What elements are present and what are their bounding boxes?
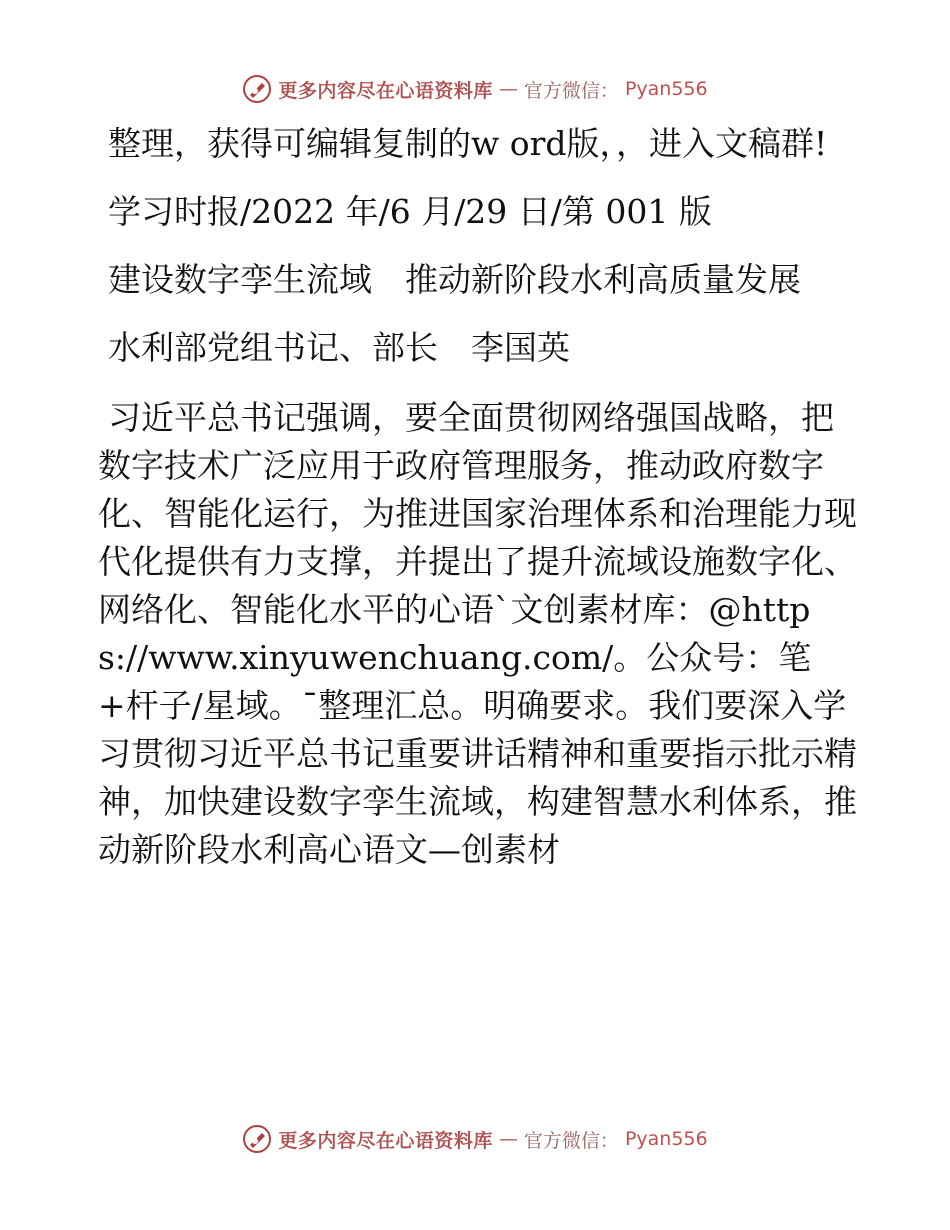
watermark-wechat-label: 官方微信： (523, 79, 619, 102)
intro-line: 整理，获得可编辑复制的w ord版，，进入文稿群! (108, 124, 828, 163)
source-line: 学习时报/2022 年/6 月/29 日/第 001 版 (108, 192, 712, 231)
header-watermark (0, 74, 950, 104)
brush-logo-icon (242, 1124, 272, 1154)
watermark-separator: — (498, 78, 518, 100)
watermark-wechat-id: Pyan556 (624, 78, 708, 100)
watermark-wechat-label: 官方微信： (523, 1129, 619, 1152)
article-title: 建设数字孪生流域 推动新阶段水利高质量发展 (108, 260, 801, 299)
watermark-wechat-id: Pyan556 (624, 1128, 708, 1150)
document-content (98, 120, 858, 874)
brush-logo-icon (242, 74, 272, 104)
article-body: 习近平总书记强调，要全面贯彻网络强国战略，把数字技术广泛应用于政府管理服务，推动政府数字化、智能化运行，为推进国家治理体系和治理能力现代化提供有力支撑，并提出了提升流域设施数字化、网络化、智能化水平的心语`文创素材库：@https://www.xinyuwenchuang.com/。公众号：笔+杆子/星域。¯整理汇总。明确要求。我们要深入学习贯彻习近平总书记重要讲话精神和重要指示批示精神，加快建设数字孪生流域，构建智慧水利体系，推动新阶段水利高心语文—创素材 (98, 398, 857, 869)
watermark-text: 更多内容尽在心语资料库 (278, 1129, 493, 1152)
watermark-separator: — (498, 1128, 518, 1150)
footer-watermark (0, 1124, 950, 1154)
article-author: 水利部党组书记、部长 李国英 (108, 328, 570, 367)
watermark-text: 更多内容尽在心语资料库 (278, 79, 493, 102)
